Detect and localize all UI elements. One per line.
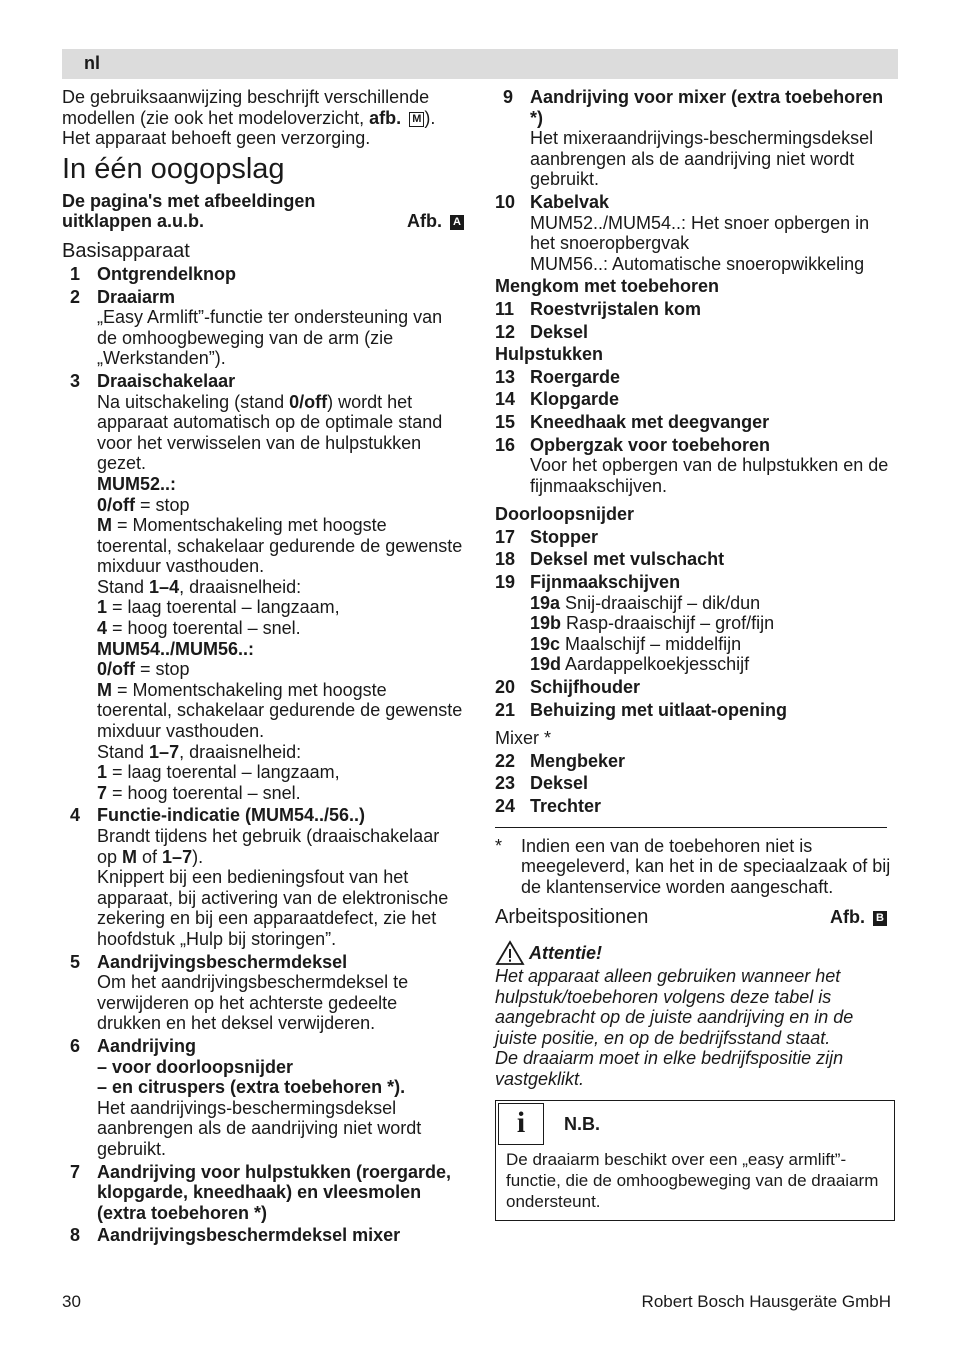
info-icon: i [498, 1103, 544, 1145]
list-item: 14 Klopgarde [495, 389, 620, 410]
page-number: 30 [62, 1292, 81, 1311]
figure-badge-a: A [450, 215, 464, 230]
list-item: 23 Deksel [495, 773, 589, 794]
arbeits-heading: Arbeitspositionen [495, 906, 649, 929]
list-item: 10 Kabelvak MUM52../MUM54..: Het snoer opbergen in het snoeropbergvak MUM56..: Automatische snoeropwikkeling [495, 191, 870, 274]
attention-text: Het apparaat alleen gebruiken wanneer het hulpstuk/toebehoren volgens deze tabel is aangebracht op de juiste aandrijving en in de juiste positie, en op de bedrijfsstand staat. [495, 965, 854, 1048]
figure-badge-m: M [409, 112, 424, 127]
divider [495, 827, 887, 828]
list-item: 1 Ontgrendelknop [70, 263, 236, 284]
list-item: 21 Behuizing met uitlaat-opening [495, 699, 787, 720]
list-item: 11 Roestvrijstalen kom [495, 298, 702, 319]
group-heading: Mixer * [495, 728, 552, 749]
list-item: 17 Stopper [495, 526, 599, 547]
intro-paragraph: De gebruiksaanwijzing beschrijft verschillende modellen (zie ook het modeloverzicht, afb. M ). Het apparaat behoeft geen verzorging. [62, 87, 436, 149]
language-bar [62, 49, 898, 79]
list-item: 5 Aandrijvingsbeschermdeksel Om het aandrijvingsbeschermdeksel te verwijderen op het achterste gedeelte drukken en het deksel verwijderen. [70, 951, 409, 1034]
list-item: 2 Draaiarm „Easy Armlift”-functie ter ondersteuning van de omhoogbeweging van de arm (zie „Werkstanden”). [70, 286, 443, 369]
list-item: 12 Deksel [495, 321, 589, 342]
list-item: 20 Schijfhouder [495, 677, 641, 698]
list-item: 24 Trechter [495, 796, 602, 816]
list-item: 9 Aandrijving voor mixer (extra toebehoren *) Het mixeraandrijvings-beschermingsdeksel aanbrengen als de aandrijving niet wordt gebruikt. [503, 87, 884, 190]
language-code: nl [84, 53, 100, 73]
list-item: 15 Kneedhaak met deegvanger [495, 411, 770, 432]
disc-item: 19b Rasp-draaischijf – grof/fijn [530, 613, 775, 634]
list-item: 7 Aandrijving voor hulpstukken (roergarde, klopgarde, kneedhaak) en vleesmolen (extra toebehoren *) [70, 1161, 452, 1223]
group-heading: Mengkom met toebehoren [495, 276, 720, 297]
fold-out-note: De pagina's met afbeeldingen uitklappen a.u.b. Afb. A [62, 191, 464, 232]
warning-icon [495, 940, 525, 966]
list-item: 22 Mengbeker [495, 750, 626, 771]
attention-text: De draaiarm moet in elke bedrijfspositie zijn vastgeklikt. [495, 1048, 844, 1089]
figure-badge-b: B [873, 911, 887, 926]
list-item: 16 Opbergzak voor toebehoren Voor het opbergen van de hulpstukken en de fijnmaakschijven. [495, 434, 889, 496]
basis-heading: Basisapparaat [62, 239, 190, 262]
list-item: 19 Fijnmaakschijven 19a Snij-draaischijf – dik/dun 19b Rasp-draaischijf – grof/fijn 19c Maalschijf – middelfijn 19d Aardappelkoekjesschijf [495, 572, 897, 675]
list-item: 13 Roergarde [495, 366, 621, 387]
list-item: 4 Functie-indicatie (MUM54../56..) Brandt tijdens het gebruik (draaischakelaar op M of 1–7). Knippert bij een bedieningsfout van het apparaat, bij activering van de elektronische zekering en bij een apparaatdefect, zie het hoofdstuk „Hulp bij storingen”. [70, 805, 449, 949]
disc-item: 19d Aardappelkoekjesschijf [530, 654, 750, 675]
list-item: 6 Aandrijving – voor doorloopsnijder – en citruspers (extra toebehoren *). Het aandrijvings-beschermingsdeksel aanbrengen als de aandrijving niet wordt gebruikt. [70, 1035, 422, 1159]
group-heading: Hulpstukken [495, 344, 604, 365]
left-column [62, 87, 464, 1246]
nb-box: i N.B. De draaiarm beschikt over een „easy armlift”-functie, die de omhoogbeweging van de draaiarm ondersteunt. [495, 1100, 895, 1221]
attention-header: Attentie! [495, 940, 897, 966]
right-column [495, 87, 897, 1221]
disc-item: 19a Snij-draaischijf – dik/dun [530, 592, 761, 613]
nb-text: De draaiarm beschikt over een „easy armlift”-functie, die de omhoogbeweging van de draaiarm ondersteunt. [506, 1149, 879, 1211]
list-item: 3 Draaischakelaar Na uitschakeling (stand 0/off) wordt het apparaat automatisch op de optimale stand voor het verwisselen van de hulpstukken gezet. MUM52..: 0/off = stop M = Momentschakeling met hoogste toerental, schakelaar gedurende de gewenste mixduur vasthouden. Stand 1–4, draaisnelheid: 1 = laag toerental – langzaam, 4 = hoog toerental – snel. MUM54../MUM56..: 0/off = stop M = Momentschakeling met hoogste toerental, schakelaar gedurende de gewenste mixduur vasthouden. Stand 1–7, draaisnelheid: 1 = laag toerental – langzaam, 7 = hoog toerental – snel. [70, 370, 463, 803]
group-heading: Doorloopsnijder [495, 504, 634, 525]
disc-item: 19c Maalschijf – middelfijn [530, 633, 742, 654]
arbeits-heading-row: Arbeitspositionen Afb. B [495, 907, 887, 928]
footnote: * Indien een van de toebehoren niet is meegeleverd, kan het in de speciaalzaak of bij de klantenservice worden aangeschaft. [495, 835, 891, 897]
list-item: 18 Deksel met vulschacht [495, 549, 725, 570]
list-item: 8 Aandrijvingsbeschermdeksel mixer [70, 1225, 401, 1246]
section-title: In één oogopslag [62, 152, 285, 185]
company-name: Robert Bosch Hausgeräte GmbH [641, 1292, 891, 1311]
